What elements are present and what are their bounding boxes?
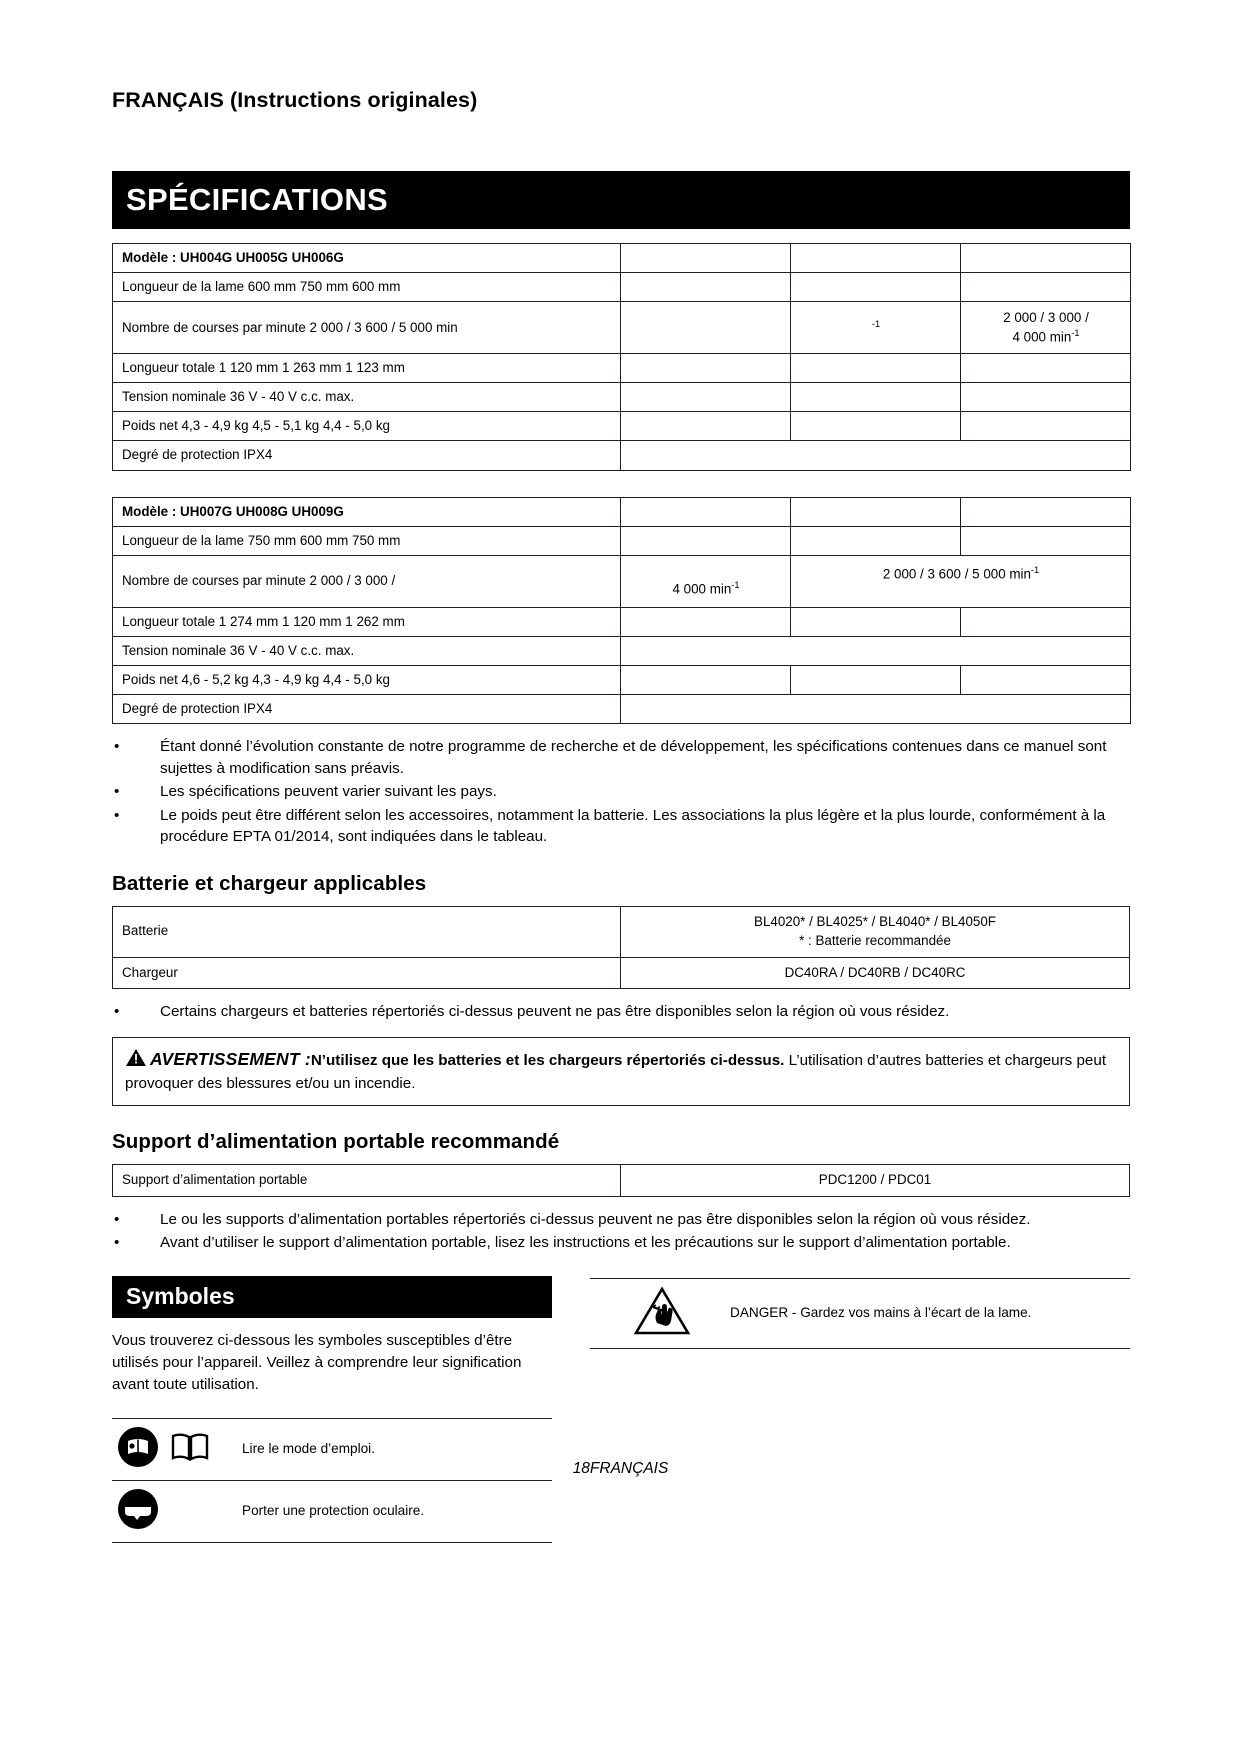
table-cell-c1 <box>621 354 791 383</box>
table-cell-c3 <box>961 244 1131 273</box>
table-cell-c2 <box>791 412 961 441</box>
eye-protection-icon <box>116 1487 160 1536</box>
table-row <box>113 441 1131 470</box>
table-cell-label: Longueur totale 1 274 mm 1 120 mm 1 262 mm <box>113 607 621 636</box>
table-cell-c2 <box>791 354 961 383</box>
table-row <box>113 665 1131 694</box>
symbol-row <box>590 1278 1130 1349</box>
table-cell-c3 <box>961 354 1131 383</box>
symbols-intro-text: Vous trouverez ci-dessous les symboles susceptibles d’être utilisés pour l’appareil. Veillez à comprendre leur signification avant toute utilisation. <box>112 1331 522 1394</box>
bullet-marker: • <box>114 1234 120 1252</box>
table-cell-label: Tension nominale 36 V - 40 V c.c. max. <box>113 383 621 412</box>
table-cell-c1 <box>621 273 791 302</box>
list-item <box>112 1001 1130 1023</box>
table-cell-c1 <box>621 244 791 273</box>
table-row <box>113 607 1131 636</box>
table-cell-c2: -1 <box>791 302 961 354</box>
warning-box <box>112 1037 1130 1106</box>
warning-triangle-icon <box>125 1048 147 1074</box>
list-item-text: Les spécifications peuvent varier suivant les pays. <box>160 783 497 801</box>
table-cell-c1 <box>621 526 791 555</box>
list-item <box>112 805 1130 848</box>
battery-notes-list <box>112 1001 1130 1023</box>
table-cell-label: Tension nominale 36 V - 40 V c.c. max. <box>113 636 621 665</box>
warning-label: AVERTISSEMENT : <box>150 1048 311 1069</box>
specifications-banner-label: SPÉCIFICATIONS <box>126 182 388 217</box>
table-row <box>113 302 1131 354</box>
table-cell-c1 <box>621 383 791 412</box>
table-cell-c2: 2 000 / 3 600 / 5 000 $\min^{-1}$ <box>791 555 1131 607</box>
battery-models: BL4020* / BL4025* / BL4040* / BL4050F <box>754 914 996 930</box>
table-row <box>113 244 1131 273</box>
list-item-text: Avant d’utiliser le support d’alimentation portable, lisez les instructions et les précautions sur le support d’alimentation portable. <box>160 1234 1011 1252</box>
warning-rest-text: L’utilisation d’autres batteries et chargeurs peut provoquer des blessures et/ou un incendie. <box>125 1051 1107 1093</box>
symbol-description: Porter une protection oculaire. <box>242 1503 425 1519</box>
support-notes-list <box>112 1209 1130 1254</box>
table-cell-c3 <box>961 412 1131 441</box>
table-cell-c2 <box>791 244 961 273</box>
symbols-section <box>112 1276 1130 1543</box>
specifications-banner <box>112 171 1130 229</box>
symbols-right-column <box>590 1276 1130 1543</box>
symbol-row <box>112 1480 552 1543</box>
specifications-table-2 <box>112 497 1131 725</box>
table-cell-c1: 4 000 $\min^{-1}$ <box>621 555 791 607</box>
table-cell-key: Chargeur <box>113 957 621 989</box>
table-cell-value <box>621 907 1130 958</box>
support-section-heading: Support d’alimentation portable recommandé <box>112 1130 560 1154</box>
table-cell-c2 <box>791 526 961 555</box>
portable-support-table <box>112 1164 1130 1197</box>
list-item-text: Certains chargeurs et batteries répertoriés ci-dessus peuvent ne pas être disponibles selon la région où vous résidez. <box>160 1003 950 1021</box>
bullet-marker: • <box>114 1003 120 1021</box>
symbol-description: DANGER - Gardez vos mains à l’écart de la lame. <box>730 1305 1032 1321</box>
table-row <box>113 497 1131 526</box>
table-cell-c1 <box>621 412 791 441</box>
page-title: FRANÇAIS (Instructions originales) <box>112 88 478 112</box>
symbols-banner <box>112 1276 552 1318</box>
table-row <box>113 636 1131 665</box>
table-cell-key: Support d’alimentation portable <box>113 1165 621 1197</box>
table-row <box>113 412 1131 441</box>
table-row <box>113 695 1131 724</box>
list-item-text: Étant donné l’évolution constante de notre programme de recherche et de développement, les spécifications contenues dans ce manuel sont sujettes à modification sans préavis. <box>160 738 1107 777</box>
table-cell-c1 <box>621 441 1131 470</box>
table-cell-c2 <box>791 607 961 636</box>
table-cell-c2 <box>791 497 961 526</box>
bullet-marker: • <box>114 783 120 801</box>
table-cell-label: Nombre de courses par minute 2 000 / 3 600 / 5 000 min <box>113 302 621 354</box>
table-cell-label: Modèle : UH007G UH008G UH009G <box>113 497 621 526</box>
spec-notes-list <box>112 736 1130 848</box>
list-item <box>112 781 1130 803</box>
symbol-icons <box>590 1285 730 1342</box>
table-row <box>113 907 1130 958</box>
table-row <box>113 1165 1130 1197</box>
table-cell-c1 <box>621 302 791 354</box>
table-cell-c1 <box>621 636 1131 665</box>
table-cell-c3: 2 000 / 3 000 / 4 000 $\min^{-1}$ <box>961 302 1131 354</box>
danger-hand-blade-icon <box>633 1285 691 1342</box>
table-cell-label: Longueur totale 1 120 mm 1 263 mm 1 123 mm <box>113 354 621 383</box>
table-row <box>113 273 1131 302</box>
table-cell-label: Modèle : UH004G UH005G UH006G <box>113 244 621 273</box>
table-cell-c3 <box>961 526 1131 555</box>
table-cell-label: Poids net 4,6 - 5,2 kg 4,3 - 4,9 kg 4,4 - 5,0 kg <box>113 665 621 694</box>
table-cell-c3 <box>961 607 1131 636</box>
page-content <box>112 0 1130 1543</box>
symbol-icons <box>112 1487 242 1536</box>
table-cell-c1 <box>621 665 791 694</box>
table-cell-c2 <box>791 273 961 302</box>
table-cell-key: Batterie <box>113 907 621 958</box>
table-cell-c2 <box>791 665 961 694</box>
list-item-text: Le ou les supports d’alimentation portables répertoriés ci-dessus peuvent ne pas être disponibles selon la région où vous résidez. <box>160 1210 1031 1228</box>
table-row <box>113 957 1130 989</box>
bullet-marker: • <box>114 738 120 756</box>
battery-section-heading: Batterie et chargeur applicables <box>112 872 427 896</box>
table-cell-value: PDC1200 / PDC01 <box>621 1165 1130 1197</box>
table-cell-c3 <box>961 383 1131 412</box>
table-cell-c1 <box>621 607 791 636</box>
table-cell-c3 <box>961 497 1131 526</box>
list-item <box>112 736 1130 779</box>
table-cell-c2 <box>791 383 961 412</box>
table-cell-label: Longueur de la lame 750 mm 600 mm 750 mm <box>113 526 621 555</box>
symbol-description: Lire le mode d’emploi. <box>242 1441 375 1457</box>
bullet-marker: • <box>114 1210 120 1228</box>
list-item <box>112 1232 1130 1254</box>
table-cell-label: Degré de protection IPX4 <box>113 441 621 470</box>
list-item <box>112 1209 1130 1231</box>
table-row <box>113 354 1131 383</box>
table-cell-label: Poids net 4,3 - 4,9 kg 4,5 - 5,1 kg 4,4 - 5,0 kg <box>113 412 621 441</box>
page-footer: 18FRANÇAIS <box>572 1460 669 1477</box>
table-cell-c3 <box>961 665 1131 694</box>
symbols-left-column <box>112 1276 552 1543</box>
battery-charger-table <box>112 906 1130 989</box>
table-cell-label: Longueur de la lame 600 mm 750 mm 600 mm <box>113 273 621 302</box>
table-cell-c3 <box>961 273 1131 302</box>
table-cell-label: Nombre de courses par minute 2 000 / 3 000 / <box>113 555 621 607</box>
list-item-text: Le poids peut être différent selon les accessoires, notamment la batterie. Les associations la plus légère et la plus lourde, conformément à la procédure EPTA 01/2014, sont indiquées dans le tableau. <box>160 806 1106 846</box>
warning-bold-text: N’utilisez que les batteries et les chargeurs répertoriés ci-dessus. <box>310 1051 785 1069</box>
specifications-table-1 <box>112 243 1131 471</box>
table-row <box>113 555 1131 607</box>
table-cell-value: DC40RA / DC40RB / DC40RC <box>621 957 1130 989</box>
table-cell-c1 <box>621 497 791 526</box>
table-row <box>113 383 1131 412</box>
table-row <box>113 526 1131 555</box>
symbols-banner-label: Symboles <box>126 1283 235 1310</box>
table-cell-label: Degré de protection IPX4 <box>113 695 621 724</box>
bullet-marker: • <box>114 806 120 824</box>
battery-note: * : Batterie recommandée <box>799 932 951 948</box>
table-cell-c1 <box>621 695 1131 724</box>
